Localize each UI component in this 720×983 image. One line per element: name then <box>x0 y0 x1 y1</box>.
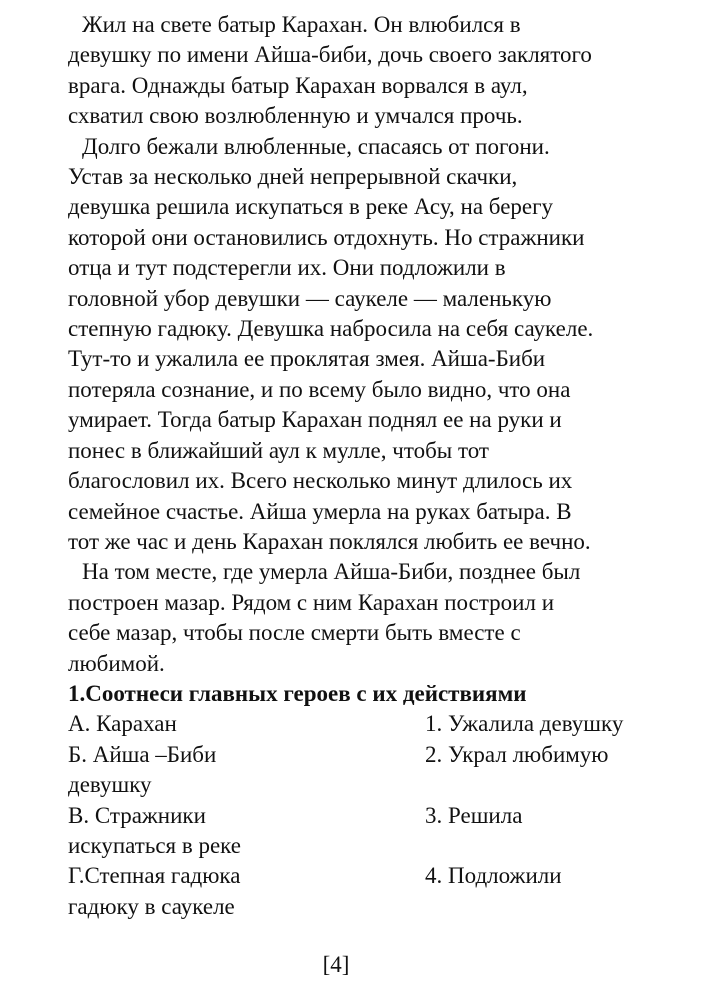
character-item: Г.Степная гадюка гадюку в саукеле <box>68 863 241 919</box>
story-paragraph-3: На том месте, где умерла Айша-Биби, позднее был построен мазар. Рядом с ним Карахан построил и себе мазар, чтобы после смерти быть вместе с любимой. <box>68 559 581 676</box>
story-paragraph-2: Долго бежали влюбленные, спасаясь от погони. Устав за несколько дней непрерывной скачки, девушка решила искупаться в реке Асу, на берегу которой они остановились отдохнуть. Но стражники отца и тут подстерегли их. Они подложили в головной убор девушки — саукеле — маленькую степную гадюку. Девушка набросила на себя саукеле. Тут-то и ужалила ее проклятая змея. Айша-Биби потеряла сознание, и по всему было видно, что она умирает. Тогда батыр Карахан поднял ее на руки и понес в ближайший аул к мулле, чтобы тот благословил их. Всего несколько минут длилось их семейное счастье. Айша умерла на руках батыра. В тот же час и день Карахан поклялся любить ее вечно. <box>68 133 594 554</box>
character-item: Б. Айша –Биби девушку <box>68 741 217 798</box>
action-item: 3. Решила <box>425 802 523 828</box>
character-item: В. Стражники искупаться в реке <box>68 802 241 858</box>
task-title: 1.Соотнеси главных героев с их действиями <box>68 680 527 706</box>
action-item: 4. Подложили <box>425 863 562 889</box>
character-item: А. Карахан <box>68 711 177 737</box>
action-item: 1. Ужалила девушку <box>425 711 624 737</box>
match-row <box>68 861 688 922</box>
matching-exercise <box>68 709 688 922</box>
match-row <box>68 801 688 862</box>
action-item: 2. Украл любимую <box>425 741 609 767</box>
match-row <box>68 709 688 739</box>
match-row <box>68 740 688 801</box>
page-number: [4] <box>322 952 350 977</box>
story-text <box>68 10 688 922</box>
story-paragraph-1: Жил на свете батыр Карахан. Он влюбился в девушку по имени Айша-биби, дочь своего заклятого врага. Однажды батыр Карахан ворвался в аул, схватил свою возлюбленную и умчался прочь. <box>68 12 592 129</box>
